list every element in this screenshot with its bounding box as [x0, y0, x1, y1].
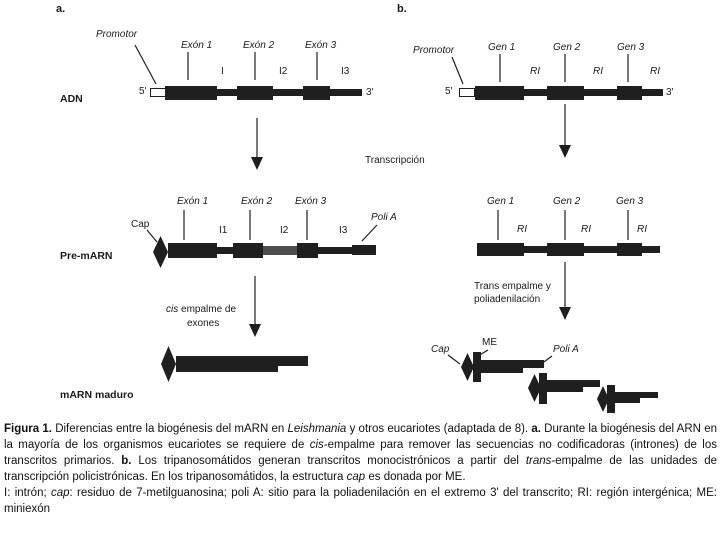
figure-legend: [4, 485, 717, 517]
panel-a-pre-intron2-segment: [263, 246, 297, 255]
cis-word: cis: [166, 304, 179, 315]
panel-a-dna-exon2-label: Exón 2: [243, 40, 275, 51]
panel-b-dna-gen2-box: [547, 86, 584, 100]
panel-a-pre-intron3-label: I3: [339, 225, 348, 236]
caption-segment: cis: [309, 439, 324, 451]
panel-a-pre-intron1-segment: [217, 247, 233, 254]
panel-a-label: a.: [56, 3, 66, 15]
panel-b-dna-ri2-segment: [584, 89, 617, 96]
panel-b-pre-gen2-label: Gen 2: [553, 196, 581, 207]
panel-b-pre-ri3-label: RI: [637, 224, 647, 235]
panel-a-cap-pointer-line: [147, 230, 157, 242]
panel-b-mature1-mrna-tail: [523, 360, 544, 368]
caption-segment: Leishmania: [287, 423, 347, 435]
panel-a-pre-exon2-box: [233, 243, 263, 258]
panel-a-promoter-box: [150, 88, 166, 97]
panel-a-splicing-label-line1: [166, 304, 236, 315]
panel-b-dna-gen3-box: [617, 86, 642, 100]
panel-a-pre-intron2-label: I2: [280, 225, 289, 236]
caption-segment: trans: [525, 455, 552, 467]
panel-a-transcription-arrowhead: [251, 157, 263, 170]
panel-b-pre-gen3-label: Gen 3: [616, 196, 644, 207]
panel-a-dna-row-label: ADN: [60, 93, 83, 105]
panel-b-transcription-arrowhead: [559, 145, 571, 158]
panel-b-dna-ri2-label: RI: [593, 66, 603, 77]
panel-b-dna-gen2-label: Gen 2: [553, 42, 581, 53]
panel-b-dna-gen1-box: [475, 86, 524, 100]
panel-b-dna-ri1-segment: [524, 89, 547, 96]
panel-a-dna-intron1-label: I: [221, 66, 224, 77]
caption-segment: Los tripanosomátidos generan transcritos monocistrónicos a partir del: [131, 455, 526, 467]
panel-b-me-label: ME: [482, 337, 497, 348]
panel-b-pre-ri1-segment: [524, 246, 547, 253]
panel-b-pre-gen3-box: [617, 243, 642, 256]
panel-b-dna-ri1-label: RI: [530, 66, 540, 77]
panel-b-pre-ri2-label: RI: [581, 224, 591, 235]
panel-b-splicing-label-line1: Trans empalme y: [474, 281, 551, 292]
caption-segment: es donada por ME.: [365, 471, 466, 483]
panel-a-mature-row-label: mARN maduro: [60, 389, 134, 401]
panel-b-mature3-me-box: [607, 385, 615, 413]
panel-b-splicing-label-line2: poliadenilación: [474, 294, 541, 305]
panel-a-dna-exon1-label: Exón 1: [181, 40, 213, 51]
panel-b-pre-gen2-box: [547, 243, 584, 256]
panel-a-mature-mrna-bar: [176, 356, 278, 372]
panel-a-dna-exon3-label: Exón 3: [305, 40, 337, 51]
caption-segment: Figura 1.: [4, 423, 52, 435]
panel-a-dna-intron2-label: I2: [279, 66, 288, 77]
panel-a-pre-polya-end-segment: [352, 245, 376, 255]
panel-b-cap-label: Cap: [431, 344, 450, 355]
panel-a-pre-intron1-label: I1: [219, 225, 228, 236]
caption-segment: -empalme para remover las secuencias no codificadoras (intrones) de los transcritos primarios.: [4, 439, 717, 467]
panel-a-dna-intron3-label: I3: [341, 66, 350, 77]
caption-segment: cap: [346, 471, 366, 483]
panel-b-dna-gen3-label: Gen 3: [617, 42, 645, 53]
panel-a-polya-pointer-line: [362, 225, 377, 241]
legend-segment: : residuo de 7-metilguanosina; poli A: sitio para la poliadenilación en el extremo 3' del transcrito; RI: región intergénica; ME: miniexón: [4, 487, 718, 515]
panel-a-pre-exon1-box: [168, 243, 217, 258]
panel-a-pre-mrna-row-label: Pre-mARN: [60, 250, 113, 262]
panel-a-pre-exon3-label: Exón 3: [295, 196, 327, 207]
legend-segment: cap: [51, 487, 70, 499]
panel-a-cap-diamond: [153, 236, 168, 268]
caption-segment: Durante la biogénesis del ARN en la mayoría de los organismos eucariotes se requiere de: [4, 423, 717, 451]
panel-b-mature1-mrna-bar: [481, 360, 523, 373]
panel-a-pre-exon1-label: Exón 1: [177, 196, 209, 207]
caption-segment: -empalme de las unidades de transcripción policistrónicas. En los tripanosomátidos, la estructura: [4, 455, 717, 483]
panel-b-mature1-me-box: [473, 352, 481, 382]
panel-a-dna-exon3-box: [303, 86, 330, 100]
panel-a-splicing-arrowhead: [249, 324, 261, 337]
panel-b-dna-gen1-label: Gen 1: [488, 42, 516, 53]
panel-a-dna-intron2-segment: [273, 89, 303, 96]
panel-a-mature-cap-diamond: [161, 346, 176, 382]
caption-segment: Diferencias entre la biogénesis del mARN en: [51, 423, 288, 435]
panel-b-label: b.: [397, 3, 407, 15]
panel-a-mature-mrna-tail: [278, 356, 308, 366]
panel-b-dna-ri3-segment: [642, 89, 663, 96]
panel-b-dna-5prime-label: 5': [445, 86, 453, 97]
panel-a-dna-exon1-box: [165, 86, 217, 100]
panel-b-mature3-mrna-bar: [615, 392, 640, 403]
panel-a-dna-exon2-box: [237, 86, 273, 100]
panel-a-polya-label: Poli A: [371, 212, 397, 223]
caption-segment: y otros eucariotes (adaptada de 8).: [346, 423, 532, 435]
panel-a-pre-intron3-segment: [318, 247, 352, 254]
panel-a-pre-exon3-box: [297, 243, 318, 258]
panel-a-promoter-pointer-line: [135, 45, 156, 84]
panel-b-pre-gen1-label: Gen 1: [487, 196, 515, 207]
panel-a-cap-label: Cap: [131, 219, 150, 230]
splicing-label-rest: empalme de: [178, 304, 237, 315]
panel-a-dna-intron3-segment: [330, 89, 362, 96]
panel-b-splicing-arrowhead: [559, 307, 571, 320]
caption-segment: a.: [531, 423, 541, 435]
panel-a-pre-exon2-label: Exón 2: [241, 196, 273, 207]
panel-a-promoter-label: Promotor: [96, 29, 138, 40]
panel-b-dna-ri3-label: RI: [650, 66, 660, 77]
panel-a-dna-3prime-label: 3': [366, 87, 374, 98]
panel-b-promoter-pointer-line: [452, 57, 463, 84]
panel-b-mature2-mrna-bar: [547, 380, 583, 392]
legend-segment: I: intrón;: [4, 487, 51, 499]
panel-b-pre-ri1-label: RI: [517, 224, 527, 235]
caption-segment: b.: [121, 455, 132, 467]
panel-b-mature2-mrna-tail: [583, 380, 600, 387]
panel-b-promoter-box: [459, 88, 475, 97]
panel-b-pre-ri2-segment: [584, 246, 617, 253]
panel-b-polya-label: Poli A: [553, 344, 579, 355]
figure-caption: [4, 421, 717, 485]
panel-a-splicing-label-line2: exones: [187, 318, 220, 329]
panel-b-dna-3prime-label: 3': [666, 87, 674, 98]
panel-b-pre-gen1-box: [477, 243, 524, 256]
transcription-label: Transcripción: [365, 155, 425, 166]
panel-b-mature2-me-box: [539, 373, 547, 404]
panel-b-promoter-label: Promotor: [413, 45, 455, 56]
panel-a-dna-5prime-label: 5': [139, 86, 147, 97]
panel-b-mature3-mrna-tail: [640, 392, 658, 398]
panel-b-cap-pointer-line: [448, 355, 460, 364]
panel-a-dna-intron1-segment: [217, 89, 237, 96]
figure-caption-block: [4, 421, 717, 517]
panel-b-pre-ri3-segment: [642, 246, 660, 253]
